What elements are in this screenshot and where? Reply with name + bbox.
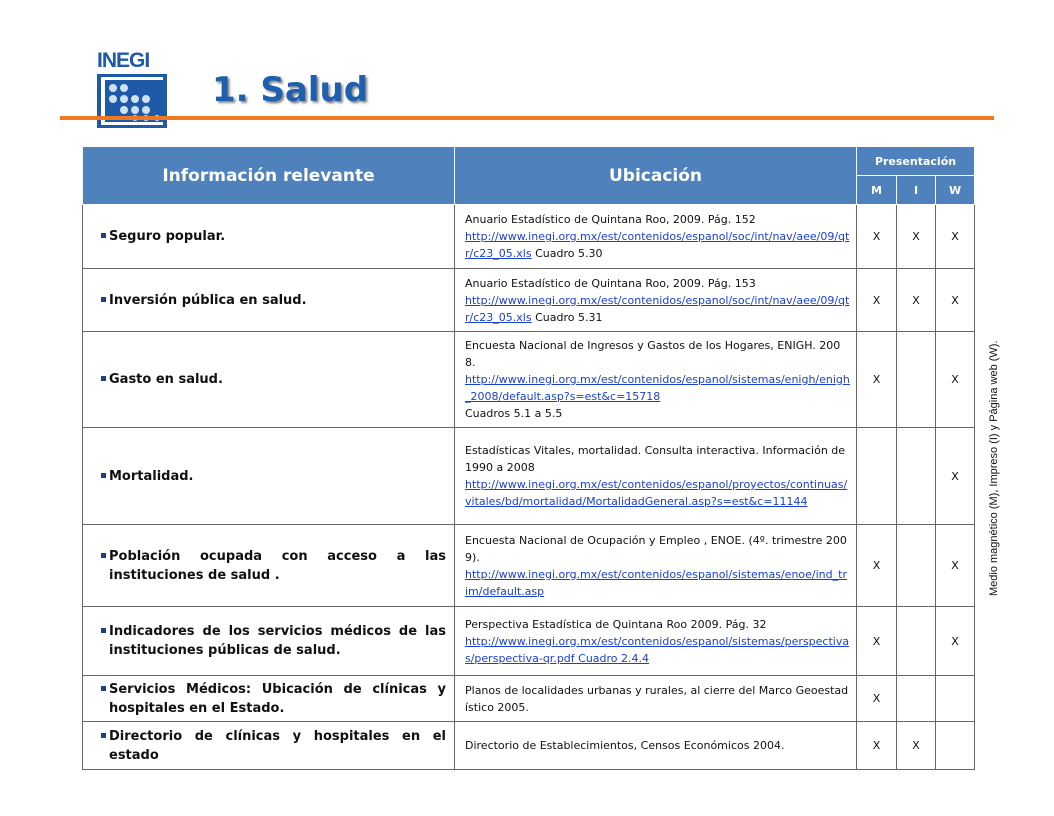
table-row [83, 525, 975, 607]
info-cell [83, 269, 455, 332]
location-cell [455, 332, 857, 428]
location-cell [455, 607, 857, 676]
location-cell [455, 205, 857, 269]
info-label: Directorio de clínicas y hospitales en el estado [109, 728, 446, 763]
header-w: W [936, 176, 975, 205]
location-link[interactable]: http://www.inegi.org.mx/est/contenidos/espanol/sistemas/enigh/enigh_2008/default.asp?s=est&c=15718 [465, 373, 850, 403]
info-label: Población ocupada con acceso a las instituciones de salud . [109, 548, 446, 583]
presentation-w-cell [936, 722, 975, 770]
presentation-w-cell: X [936, 428, 975, 525]
table-row [83, 722, 975, 770]
presentation-m-cell: X [857, 332, 897, 428]
location-source: Anuario Estadístico de Quintana Roo, 2009. Pág. 153 [465, 276, 756, 290]
table-row [83, 332, 975, 428]
location-link[interactable]: http://www.inegi.org.mx/est/contenidos/espanol/soc/int/nav/aee/09/qtr/c23_05.xls [465, 293, 850, 324]
legend-note: Medio magnético (M), Impreso (I) y Página web (W). [988, 340, 1000, 596]
presentation-i-cell: X [897, 205, 936, 269]
info-cell [83, 722, 455, 770]
location-source: Perspectiva Estadística de Quintana Roo 2009. Pág. 32 [465, 617, 767, 631]
presentation-w-cell: X [936, 332, 975, 428]
info-cell [83, 525, 455, 607]
presentation-i-cell [897, 428, 936, 525]
info-cell [83, 607, 455, 676]
info-cell [83, 676, 455, 722]
location-source: Planos de localidades urbanas y rurales, al cierre del Marco Geoestadístico 2005. [465, 683, 849, 714]
table-row [83, 269, 975, 332]
info-cell [83, 205, 455, 269]
table-row [83, 607, 975, 676]
health-info-table [82, 146, 975, 770]
info-text-wrap [101, 547, 446, 585]
bullet-icon [101, 733, 106, 738]
header-i: I [897, 176, 936, 205]
info-cell [83, 332, 455, 428]
presentation-w-cell: X [936, 269, 975, 332]
info-label: Inversión pública en salud. [109, 292, 307, 308]
presentation-i-cell [897, 332, 936, 428]
table-row [83, 676, 975, 722]
info-text-wrap [101, 622, 446, 660]
location-cell [455, 269, 857, 332]
location-source: Estadísticas Vitales, mortalidad. Consulta interactiva. Información de 1990 a 2008 [465, 444, 846, 474]
location-link-wrap [465, 228, 850, 262]
bullet-icon [101, 686, 106, 691]
header-presentation: Presentación [857, 147, 975, 176]
info-label: Servicios Médicos: Ubicación de clínicas y hospitales en el Estado. [109, 681, 446, 716]
location-cell [455, 722, 857, 770]
header-info: Información relevante [83, 147, 455, 205]
header-divider [60, 116, 994, 120]
info-label: Gasto en salud. [109, 372, 223, 387]
bullet-icon [101, 297, 106, 302]
location-link[interactable]: http://www.inegi.org.mx/est/contenidos/espanol/sistemas/enoe/ind_trim/default.asp [465, 567, 847, 598]
info-text-wrap [101, 227, 446, 246]
presentation-m-cell: X [857, 269, 897, 332]
bullet-icon [101, 233, 106, 238]
info-text-wrap [101, 370, 446, 389]
info-text-wrap [101, 291, 446, 310]
info-text-wrap [101, 680, 446, 718]
info-text-wrap [101, 467, 446, 486]
info-text-wrap [101, 727, 446, 765]
presentation-i-cell [897, 525, 936, 607]
presentation-m-cell: X [857, 205, 897, 269]
presentation-w-cell: X [936, 607, 975, 676]
location-link-wrap [465, 566, 850, 600]
info-label: Indicadores de los servicios médicos de las instituciones públicas de salud. [109, 624, 446, 658]
location-table-ref: Cuadros 5.1 a 5.5 [465, 407, 563, 420]
presentation-m-cell: X [857, 676, 897, 722]
location-cell [455, 525, 857, 607]
location-cell [455, 676, 857, 722]
bullet-icon [101, 376, 106, 381]
location-link[interactable]: http://www.inegi.org.mx/est/contenidos/espanol/proyectos/continuas/vitales/bd/mortalidad/MortalidadGeneral.asp?s=est&c=11144 [465, 478, 848, 508]
location-source: Directorio de Establecimientos, Censos Económicos 2004. [465, 739, 785, 752]
location-source: Anuario Estadístico de Quintana Roo, 2009. Pág. 152 [465, 213, 756, 226]
bullet-icon [101, 628, 106, 633]
presentation-w-cell: X [936, 525, 975, 607]
location-link-wrap [465, 476, 850, 510]
bullet-icon [101, 553, 106, 558]
location-source: Encuesta Nacional de Ocupación y Empleo , ENOE. (4º. trimestre 2009). [465, 533, 847, 564]
info-cell [83, 428, 455, 525]
location-cell [455, 428, 857, 525]
header-m: M [857, 176, 897, 205]
presentation-m-cell: X [857, 525, 897, 607]
header-location: Ubicación [455, 147, 857, 205]
presentation-i-cell: X [897, 722, 936, 770]
presentation-w-cell: X [936, 205, 975, 269]
location-source: Encuesta Nacional de Ingresos y Gastos de los Hogares, ENIGH. 2008. [465, 339, 841, 369]
presentation-m-cell [857, 428, 897, 525]
page-title: 1. Salud [212, 70, 369, 110]
location-link-wrap [465, 292, 850, 326]
table-row [83, 205, 975, 269]
location-link-wrap [465, 371, 850, 405]
info-label: Mortalidad. [109, 468, 194, 484]
presentation-w-cell [936, 676, 975, 722]
logo-text: INEGI [97, 49, 150, 72]
table-row [83, 428, 975, 525]
location-link[interactable]: http://www.inegi.org.mx/est/contenidos/espanol/soc/int/nav/aee/09/qtr/c23_05.xls [465, 230, 850, 260]
location-table-ref: Cuadro 5.31 [531, 310, 603, 324]
info-label: Seguro popular. [109, 229, 226, 244]
location-link-wrap [465, 633, 850, 667]
presentation-i-cell [897, 676, 936, 722]
presentation-m-cell: X [857, 722, 897, 770]
presentation-i-cell [897, 607, 936, 676]
presentation-i-cell: X [897, 269, 936, 332]
presentation-m-cell: X [857, 607, 897, 676]
bullet-icon [101, 473, 106, 478]
location-table-ref: Cuadro 5.30 [531, 247, 603, 260]
location-link[interactable]: http://www.inegi.org.mx/est/contenidos/espanol/sistemas/perspectivas/perspectiva-qr.pdf Cuadro 2.4.4 [465, 634, 850, 665]
